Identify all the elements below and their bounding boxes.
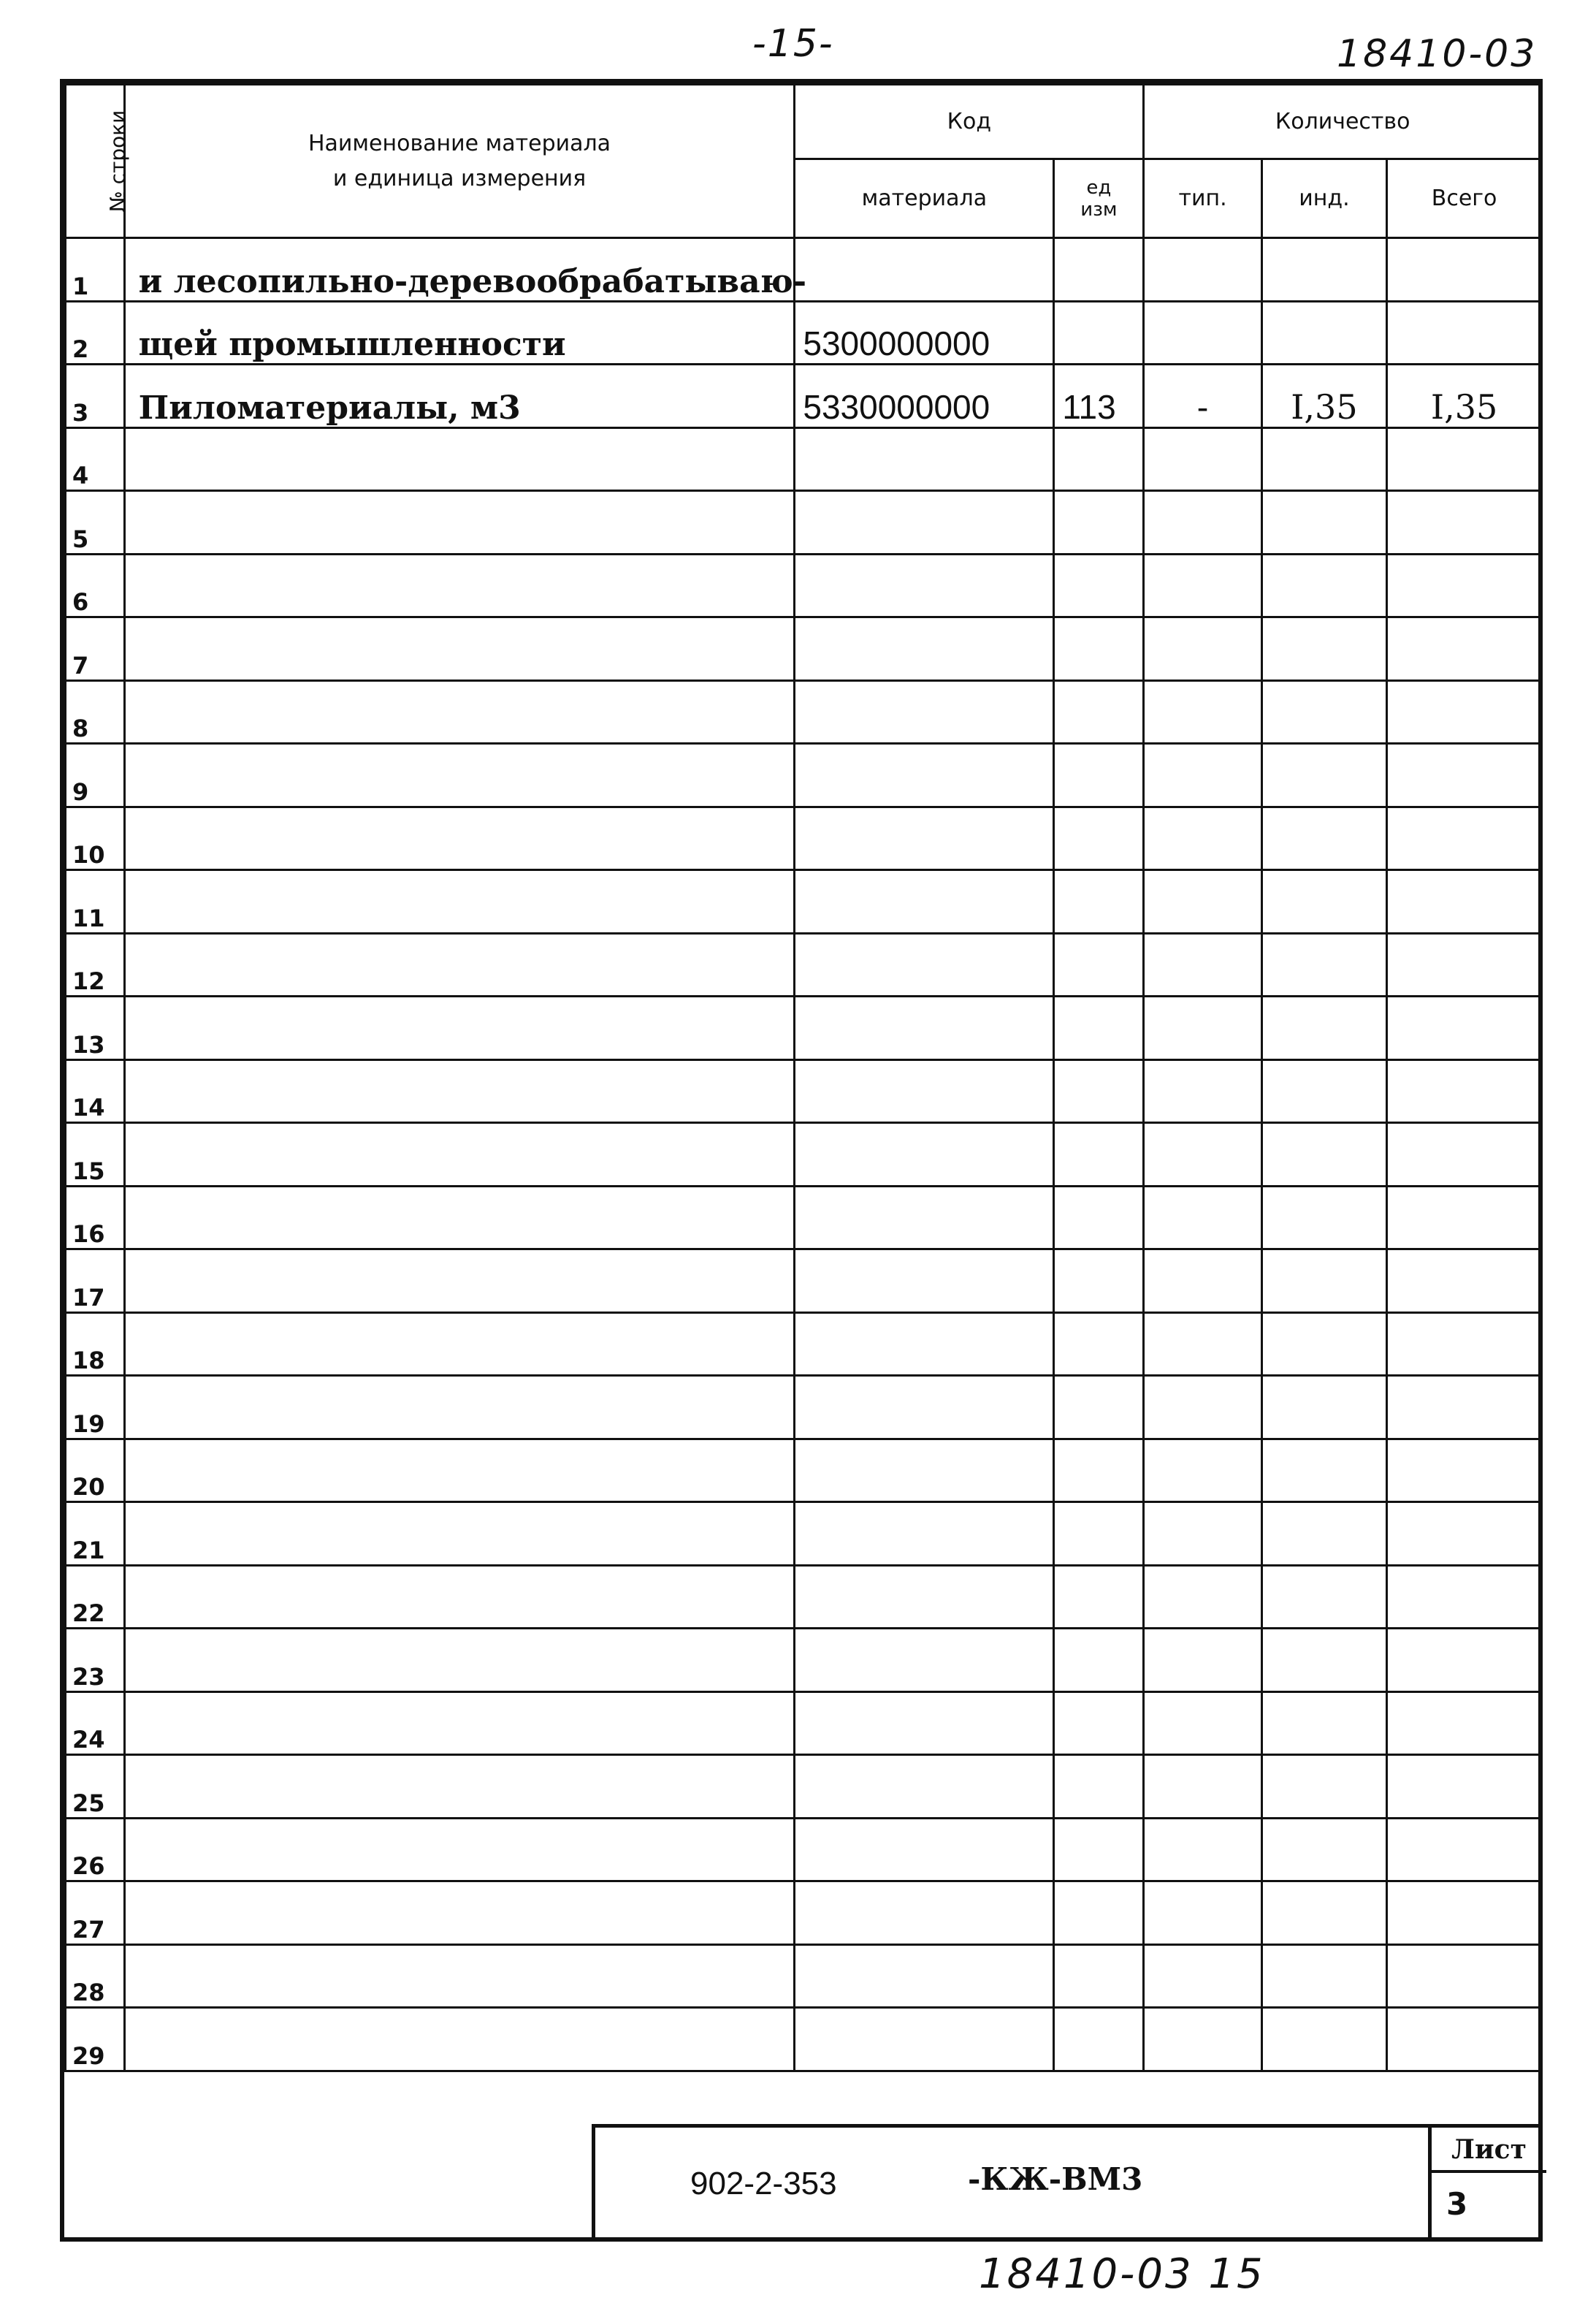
table-row bbox=[66, 1818, 1542, 1881]
material-code bbox=[795, 744, 1054, 807]
qty-individual bbox=[1261, 1123, 1386, 1187]
page-number: -15- bbox=[752, 22, 834, 66]
material-name bbox=[124, 1629, 795, 1692]
material-name: и лесопильно-деревообрабатываю- bbox=[124, 238, 795, 302]
material-name bbox=[124, 1565, 795, 1629]
project-designation: 902-2-353 bbox=[690, 2166, 837, 2201]
table-row bbox=[66, 301, 1542, 365]
header-code-material: материала bbox=[795, 159, 1054, 238]
material-name bbox=[124, 1123, 795, 1187]
qty-typical bbox=[1144, 1881, 1261, 1945]
qty-total bbox=[1387, 1502, 1542, 1566]
table-row bbox=[66, 1755, 1542, 1819]
qty-total bbox=[1387, 1312, 1542, 1376]
unit-code: 113 bbox=[1054, 365, 1144, 428]
qty-total bbox=[1387, 1123, 1542, 1187]
table-row bbox=[66, 554, 1542, 617]
table-row bbox=[66, 1691, 1542, 1755]
unit-code bbox=[1054, 933, 1144, 997]
unit-code bbox=[1054, 807, 1144, 870]
row-number: 19 bbox=[66, 1376, 125, 1439]
qty-typical bbox=[1144, 997, 1261, 1060]
qty-typical bbox=[1144, 744, 1261, 807]
material-name bbox=[124, 680, 795, 744]
unit-code bbox=[1054, 1186, 1144, 1249]
table-row bbox=[66, 1249, 1542, 1313]
table-row bbox=[66, 1881, 1542, 1945]
unit-code bbox=[1054, 1944, 1144, 2008]
header-code-group: Код bbox=[795, 85, 1144, 159]
material-code bbox=[795, 680, 1054, 744]
qty-individual bbox=[1261, 1439, 1386, 1502]
material-name bbox=[124, 1249, 795, 1313]
qty-total bbox=[1387, 870, 1542, 934]
qty-individual bbox=[1261, 427, 1386, 491]
qty-individual bbox=[1261, 1312, 1386, 1376]
qty-typical bbox=[1144, 1123, 1261, 1187]
row-number: 27 bbox=[66, 1881, 125, 1945]
row-number: 7 bbox=[66, 617, 125, 681]
qty-typical bbox=[1144, 427, 1261, 491]
qty-typical bbox=[1144, 1944, 1261, 2008]
material-name bbox=[124, 554, 795, 617]
table-row bbox=[66, 427, 1542, 491]
qty-individual bbox=[1261, 554, 1386, 617]
table-row bbox=[66, 744, 1542, 807]
material-name bbox=[124, 1818, 795, 1881]
table-row bbox=[66, 997, 1542, 1060]
qty-individual bbox=[1261, 491, 1386, 555]
table-row bbox=[66, 1439, 1542, 1502]
material-name bbox=[124, 744, 795, 807]
header-material-name: Наименование материала и единица измерения bbox=[124, 85, 795, 238]
row-number: 25 bbox=[66, 1755, 125, 1819]
qty-individual bbox=[1261, 301, 1386, 365]
qty-total bbox=[1387, 1881, 1542, 1945]
material-name bbox=[124, 2008, 795, 2071]
qty-total bbox=[1387, 427, 1542, 491]
material-name bbox=[124, 1439, 795, 1502]
row-number: 18 bbox=[66, 1312, 125, 1376]
unit-code bbox=[1054, 1629, 1144, 1692]
unit-code bbox=[1054, 554, 1144, 617]
qty-typical bbox=[1144, 1059, 1261, 1123]
unit-code bbox=[1054, 744, 1144, 807]
row-number: 2 bbox=[66, 301, 125, 365]
qty-individual bbox=[1261, 1059, 1386, 1123]
qty-typical bbox=[1144, 554, 1261, 617]
qty-individual bbox=[1261, 617, 1386, 681]
qty-total: I,35 bbox=[1387, 365, 1542, 428]
material-code bbox=[795, 617, 1054, 681]
qty-individual bbox=[1261, 870, 1386, 934]
qty-typical bbox=[1144, 301, 1261, 365]
row-number: 24 bbox=[66, 1691, 125, 1755]
unit-code bbox=[1054, 1565, 1144, 1629]
table-row bbox=[66, 365, 1542, 428]
table-row bbox=[66, 1502, 1542, 1566]
qty-total bbox=[1387, 1376, 1542, 1439]
qty-total bbox=[1387, 744, 1542, 807]
table-row bbox=[66, 1312, 1542, 1376]
qty-individual bbox=[1261, 744, 1386, 807]
qty-individual bbox=[1261, 997, 1386, 1060]
material-name bbox=[124, 1376, 795, 1439]
qty-typical bbox=[1144, 870, 1261, 934]
qty-typical bbox=[1144, 1439, 1261, 1502]
unit-code bbox=[1054, 1818, 1144, 1881]
material-name bbox=[124, 1881, 795, 1945]
row-number: 4 bbox=[66, 427, 125, 491]
row-number: 9 bbox=[66, 744, 125, 807]
material-name bbox=[124, 997, 795, 1060]
unit-code bbox=[1054, 2008, 1144, 2071]
qty-total bbox=[1387, 1755, 1542, 1819]
document-code-bottom: 18410-03 15 bbox=[979, 2250, 1265, 2298]
qty-individual bbox=[1261, 238, 1386, 302]
qty-total bbox=[1387, 1818, 1542, 1881]
material-code bbox=[795, 1059, 1054, 1123]
material-code bbox=[795, 1249, 1054, 1313]
unit-code bbox=[1054, 617, 1144, 681]
material-name bbox=[124, 1186, 795, 1249]
qty-individual bbox=[1261, 1818, 1386, 1881]
qty-typical bbox=[1144, 1312, 1261, 1376]
table-row bbox=[66, 2008, 1542, 2071]
qty-typical bbox=[1144, 491, 1261, 555]
table-row bbox=[66, 1944, 1542, 2008]
material-name bbox=[124, 1059, 795, 1123]
unit-code bbox=[1054, 1691, 1144, 1755]
qty-total bbox=[1387, 680, 1542, 744]
material-code bbox=[795, 870, 1054, 934]
material-code bbox=[795, 427, 1054, 491]
qty-individual bbox=[1261, 1881, 1386, 1945]
row-number: 8 bbox=[66, 680, 125, 744]
qty-typical bbox=[1144, 2008, 1261, 2071]
material-specification-form bbox=[60, 79, 1543, 2242]
row-number: 3 bbox=[66, 365, 125, 428]
material-code bbox=[795, 238, 1054, 302]
qty-total bbox=[1387, 491, 1542, 555]
qty-total bbox=[1387, 238, 1542, 302]
material-name bbox=[124, 1944, 795, 2008]
unit-code bbox=[1054, 1439, 1144, 1502]
row-number: 10 bbox=[66, 807, 125, 870]
qty-typical bbox=[1144, 1691, 1261, 1755]
material-name bbox=[124, 870, 795, 934]
unit-code bbox=[1054, 491, 1144, 555]
drawing-mark: -КЖ-ВМ3 bbox=[968, 2161, 1143, 2197]
unit-code bbox=[1054, 1502, 1144, 1566]
material-rows bbox=[66, 238, 1542, 2071]
qty-total bbox=[1387, 933, 1542, 997]
unit-code bbox=[1054, 1881, 1144, 1945]
material-code bbox=[795, 1123, 1054, 1187]
row-number: 28 bbox=[66, 1944, 125, 2008]
row-number: 11 bbox=[66, 870, 125, 934]
qty-individual bbox=[1261, 2008, 1386, 2071]
sheet-label: Лист bbox=[1432, 2128, 1546, 2173]
material-code bbox=[795, 1755, 1054, 1819]
qty-total bbox=[1387, 1059, 1542, 1123]
material-code: 5300000000 bbox=[795, 301, 1054, 365]
qty-typical bbox=[1144, 1249, 1261, 1313]
unit-code bbox=[1054, 1312, 1144, 1376]
table-row bbox=[66, 617, 1542, 681]
material-code bbox=[795, 1186, 1054, 1249]
qty-individual bbox=[1261, 1186, 1386, 1249]
table-row bbox=[66, 680, 1542, 744]
qty-total bbox=[1387, 2008, 1542, 2071]
material-name bbox=[124, 491, 795, 555]
table-row bbox=[66, 1059, 1542, 1123]
header-qty-individual: инд. bbox=[1261, 159, 1386, 238]
material-code bbox=[795, 491, 1054, 555]
qty-individual bbox=[1261, 1565, 1386, 1629]
table-row bbox=[66, 870, 1542, 934]
qty-individual bbox=[1261, 1944, 1386, 2008]
document-code-top: 18410-03 bbox=[1337, 32, 1538, 76]
unit-code bbox=[1054, 1059, 1144, 1123]
material-name: Пиломатериалы, м3 bbox=[124, 365, 795, 428]
row-number: 20 bbox=[66, 1439, 125, 1502]
qty-typical: - bbox=[1144, 365, 1261, 428]
qty-typical bbox=[1144, 1629, 1261, 1692]
material-code bbox=[795, 1502, 1054, 1566]
qty-total bbox=[1387, 554, 1542, 617]
row-number: 23 bbox=[66, 1629, 125, 1692]
qty-typical bbox=[1144, 1565, 1261, 1629]
material-code bbox=[795, 1818, 1054, 1881]
table-row bbox=[66, 1565, 1542, 1629]
qty-typical bbox=[1144, 1818, 1261, 1881]
qty-total bbox=[1387, 1565, 1542, 1629]
header-quantity-group: Количество bbox=[1144, 85, 1542, 159]
material-code bbox=[795, 1944, 1054, 2008]
material-name bbox=[124, 933, 795, 997]
row-number: 1 bbox=[66, 238, 125, 302]
row-number: 6 bbox=[66, 554, 125, 617]
sheet-number: 3 bbox=[1446, 2186, 1468, 2222]
unit-code bbox=[1054, 1249, 1144, 1313]
table-row bbox=[66, 1186, 1542, 1249]
qty-typical bbox=[1144, 238, 1261, 302]
unit-code bbox=[1054, 997, 1144, 1060]
unit-code bbox=[1054, 427, 1144, 491]
material-code bbox=[795, 1629, 1054, 1692]
header-qty-typical: тип. bbox=[1144, 159, 1261, 238]
qty-total bbox=[1387, 1439, 1542, 1502]
row-number: 17 bbox=[66, 1249, 125, 1313]
material-name bbox=[124, 1691, 795, 1755]
material-code bbox=[795, 1691, 1054, 1755]
row-number: 21 bbox=[66, 1502, 125, 1566]
material-name: щей промышленности bbox=[124, 301, 795, 365]
qty-individual bbox=[1261, 1629, 1386, 1692]
row-number: 14 bbox=[66, 1059, 125, 1123]
material-code bbox=[795, 807, 1054, 870]
qty-total bbox=[1387, 1629, 1542, 1692]
qty-total bbox=[1387, 807, 1542, 870]
qty-individual bbox=[1261, 807, 1386, 870]
qty-total bbox=[1387, 617, 1542, 681]
qty-typical bbox=[1144, 617, 1261, 681]
table-row bbox=[66, 1629, 1542, 1692]
row-number: 16 bbox=[66, 1186, 125, 1249]
row-number: 5 bbox=[66, 491, 125, 555]
row-number: 15 bbox=[66, 1123, 125, 1187]
qty-individual bbox=[1261, 1691, 1386, 1755]
qty-typical bbox=[1144, 807, 1261, 870]
qty-total bbox=[1387, 301, 1542, 365]
material-name bbox=[124, 1312, 795, 1376]
unit-code bbox=[1054, 870, 1144, 934]
qty-typical bbox=[1144, 933, 1261, 997]
row-number: 29 bbox=[66, 2008, 125, 2071]
unit-code bbox=[1054, 301, 1144, 365]
material-name bbox=[124, 807, 795, 870]
qty-individual bbox=[1261, 1376, 1386, 1439]
unit-code bbox=[1054, 238, 1144, 302]
unit-code bbox=[1054, 1755, 1144, 1819]
row-number: 13 bbox=[66, 997, 125, 1060]
unit-code bbox=[1054, 1376, 1144, 1439]
header-unit: ед изм bbox=[1054, 159, 1144, 238]
table-row bbox=[66, 491, 1542, 555]
header-qty-total: Всего bbox=[1387, 159, 1542, 238]
table-row bbox=[66, 1376, 1542, 1439]
material-code bbox=[795, 1376, 1054, 1439]
qty-total bbox=[1387, 1249, 1542, 1313]
qty-typical bbox=[1144, 1755, 1261, 1819]
row-number: 12 bbox=[66, 933, 125, 997]
sheet-cell bbox=[1428, 2128, 1546, 2242]
title-block bbox=[592, 2124, 1543, 2242]
table-row bbox=[66, 1123, 1542, 1187]
qty-individual bbox=[1261, 1755, 1386, 1819]
qty-typical bbox=[1144, 1186, 1261, 1249]
header-row-number: № строки bbox=[66, 85, 125, 238]
material-code bbox=[795, 1312, 1054, 1376]
unit-code bbox=[1054, 1123, 1144, 1187]
material-code bbox=[795, 1565, 1054, 1629]
material-name bbox=[124, 617, 795, 681]
qty-typical bbox=[1144, 1502, 1261, 1566]
material-code bbox=[795, 1881, 1054, 1945]
table-row bbox=[66, 933, 1542, 997]
material-code bbox=[795, 554, 1054, 617]
material-code bbox=[795, 1439, 1054, 1502]
table-row bbox=[66, 807, 1542, 870]
qty-individual: I,35 bbox=[1261, 365, 1386, 428]
qty-individual bbox=[1261, 1502, 1386, 1566]
material-code bbox=[795, 2008, 1054, 2071]
qty-total bbox=[1387, 1186, 1542, 1249]
material-code bbox=[795, 933, 1054, 997]
material-name bbox=[124, 1502, 795, 1566]
row-number: 26 bbox=[66, 1818, 125, 1881]
table-row bbox=[66, 238, 1542, 302]
material-name bbox=[124, 1755, 795, 1819]
material-code bbox=[795, 997, 1054, 1060]
material-table bbox=[64, 83, 1543, 2072]
qty-total bbox=[1387, 1944, 1542, 2008]
qty-typical bbox=[1144, 680, 1261, 744]
material-name bbox=[124, 427, 795, 491]
unit-code bbox=[1054, 680, 1144, 744]
qty-individual bbox=[1261, 1249, 1386, 1313]
qty-total bbox=[1387, 997, 1542, 1060]
qty-individual bbox=[1261, 933, 1386, 997]
material-code: 5330000000 bbox=[795, 365, 1054, 428]
row-number: 22 bbox=[66, 1565, 125, 1629]
qty-total bbox=[1387, 1691, 1542, 1755]
qty-typical bbox=[1144, 1376, 1261, 1439]
qty-individual bbox=[1261, 680, 1386, 744]
